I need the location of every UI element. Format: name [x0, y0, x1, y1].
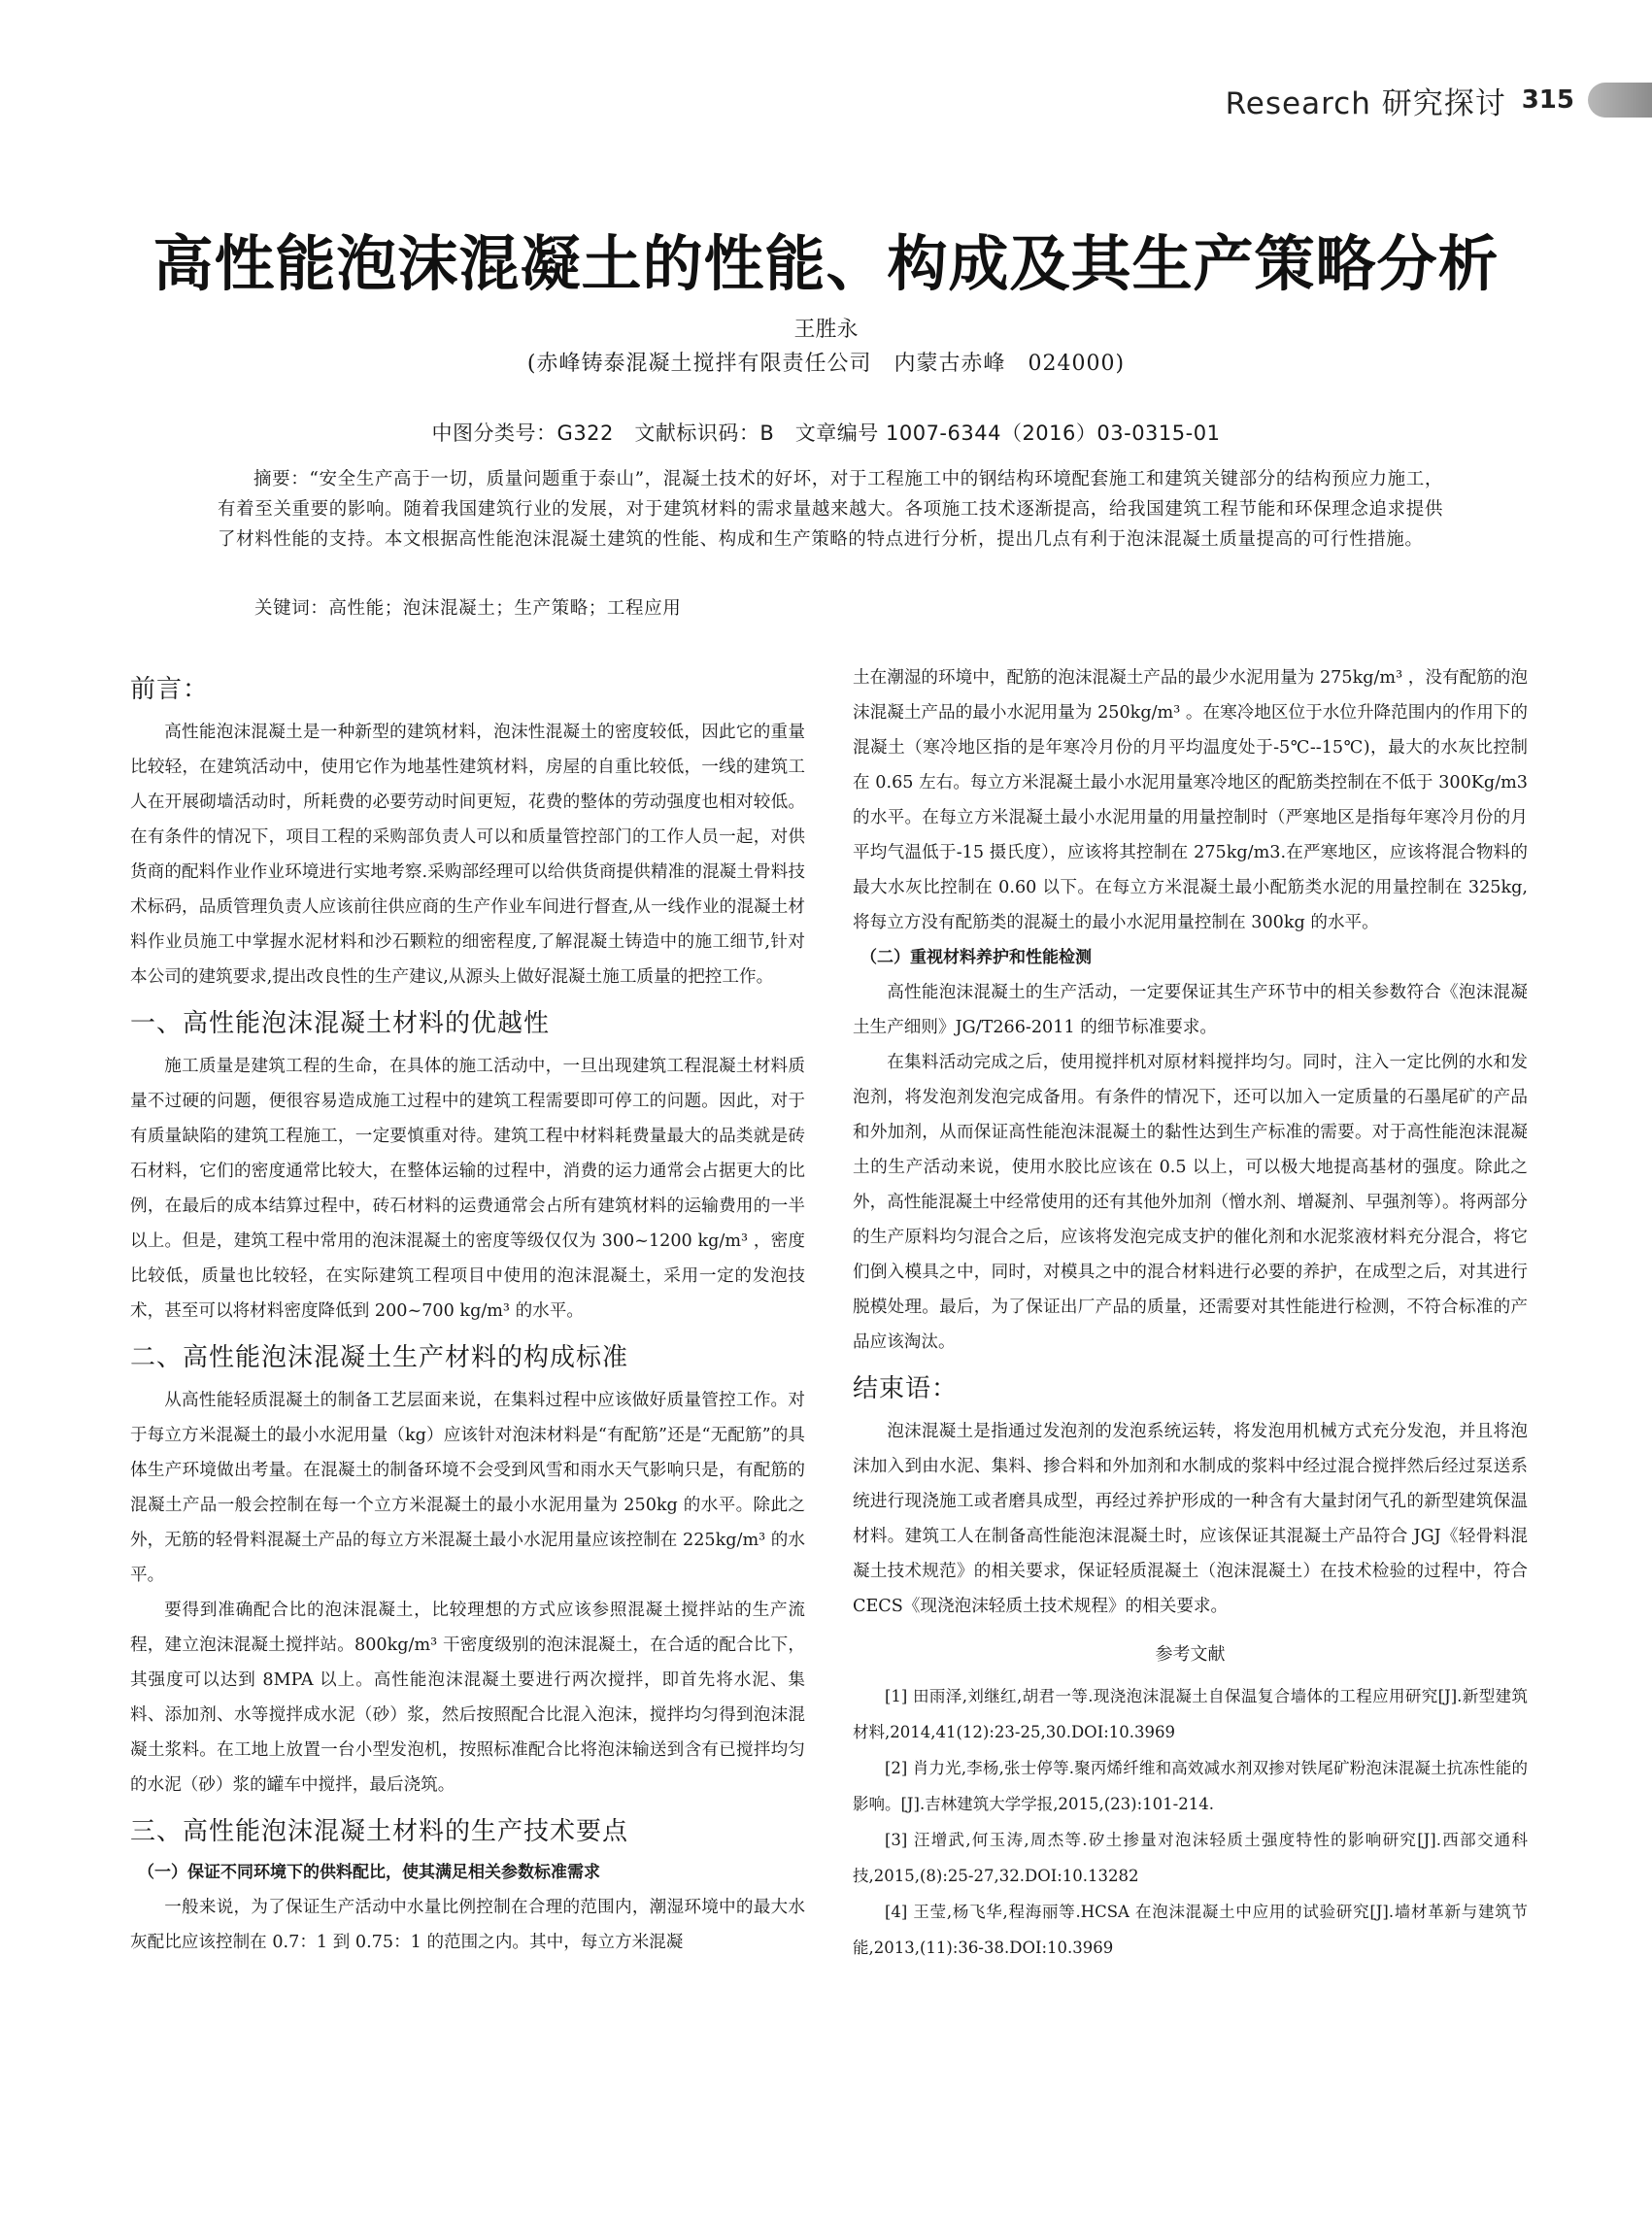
section-1-heading: 一、高性能泡沫混凝土材料的优越性: [130, 1009, 551, 1038]
article-title: 高性能泡沫混凝土的性能、构成及其生产策略分析: [152, 228, 1500, 299]
reference-item: [1] 田雨泽,刘继红,胡君一等.现浇泡沫混凝土自保温复合墙体的工程应用研究[J].新型建筑材料,2014,41(12):23-25,30.DOI:10.3969: [853, 1687, 1528, 1741]
running-header: [1226, 76, 1652, 124]
header-tab-decoration: [1588, 83, 1652, 118]
reference-item: [3] 汪增武,何玉涛,周杰等.矽土掺量对泡沫轻质土强度特性的影响研究[J].西部交通科技,2015,(8):25-27,32.DOI:10.13282: [853, 1831, 1528, 1885]
section-3-paragraph-1: 一般来说，为了保证生产活动中水量比例控制在合理的范围内，潮湿环境中的最大水灰配比应该控制在 0.7：1 到 0.75：1 的范围之内。其中，每立方米混凝: [130, 1898, 805, 1952]
preface-heading: 前言：: [130, 675, 210, 704]
classification-line: 中图分类号：G322 文献标识码：B 文章编号 1007-6344（2016）03-0315-01: [431, 422, 1221, 445]
right-column: [853, 660, 1528, 1966]
reference-item: [4] 王莹,杨飞华,程海丽等.HCSA 在泡沫混凝土中应用的试验研究[J].墙材革新与建筑节能,2013,(11):36-38.DOI:10.3969: [853, 1903, 1528, 1957]
left-column: [130, 660, 805, 1960]
section-3-subheading-2: （二）重视材料养护和性能检测: [860, 948, 1092, 967]
section-2-paragraph-2: 要得到准确配合比的泡沫混凝土，比较理想的方式应该参照混凝土搅拌站的生产流程，建立泡沫混凝土搅拌站。800kg/m³ 干密度级别的泡沫混凝土，在合适的配合比下，其强度可以达到 8MPA 以上。高性能泡沫混凝土要进行两次搅拌，即首先将水泥、集料、添加剂、水等搅拌成水泥（砂）浆，然后按照配合比混入泡沫，搅拌均匀得到泡沫混凝土浆料。在工地上放置一台小型发泡机，按照标准配合比将泡沫输送到含有已搅拌均匀的水泥（砂）浆的罐车中搅拌，最后浇筑。: [130, 1601, 805, 1795]
section-2-paragraph-1: 从高性能轻质混凝土的制备工艺层面来说，在集料过程中应该做好质量管控工作。对于每立方米混凝土的最小水泥用量（kg）应该针对泡沫材料是“有配筋”还是“无配筋”的具体生产环境做出考量。在混凝土的制备环境不会受到风雪和雨水天气影响只是，有配筋的混凝土产品一般会控制在每一个立方米混凝土的最小水泥用量为 250kg 的水平。除此之外，无筋的轻骨料混凝土产品的每立方米混凝土最小水泥用量应该控制在 225kg/m³ 的水平。: [130, 1391, 805, 1585]
section-2-heading: 二、高性能泡沫混凝土生产材料的构成标准: [130, 1343, 629, 1372]
conclusion-heading: 结束语：: [853, 1374, 959, 1403]
affiliation: (赤峰铸泰混凝土搅拌有限责任公司 内蒙古赤峰 024000): [526, 352, 1126, 376]
section-3-paragraph-2: 高性能泡沫混凝土的生产活动，一定要保证其生产环节中的相关参数符合《泡沫混凝土生产细则》JG/T266-2011 的细节标准要求。: [853, 983, 1528, 1037]
references-heading: 参考文献: [1155, 1644, 1226, 1665]
page-number: 315: [1521, 85, 1574, 115]
section-3-paragraph-3: 在集料活动完成之后，使用搅拌机对原材料搅拌均匀。同时，注入一定比例的水和发泡剂，将发泡剂发泡完成备用。有条件的情况下，还可以加入一定质量的石墨尾矿的产品和外加剂，从而保证高性能泡沫混凝土的黏性达到生产标准的需要。对于高性能泡沫混凝土的生产活动来说，使用水胶比应该在 0.5 以上，可以极大地提高基材的强度。除此之外，高性能混凝土中经常使用的还有其他外加剂（憎水剂、增凝剂、早强剂等）。将两部分的生产原料均匀混合之后，应该将发泡完成支护的催化剂和水泥浆液材料充分混合，将它们倒入模具之中，同时，对模具之中的混合材料进行必要的养护，在成型之后，对其进行脱模处理。最后，为了保证出厂产品的质量，还需要对其性能进行检测，不符合标准的产品应该淘汰。: [853, 1053, 1528, 1352]
header-section: Research 研究探讨: [1225, 85, 1506, 121]
keywords: 关键词：高性能；泡沫混凝土；生产策略；工程应用: [254, 598, 682, 619]
abstract: 摘要：“安全生产高于一切，质量问题重于泰山”，混凝土技术的好坏，对于工程施工中的钢结构环境配套施工和建筑关键部分的结构预应力施工，有着至关重要的影响。随着我国建筑行业的发展，对于建筑材料的需求量越来越大。各项施工技术逐渐提高，给我国建筑工程节能和环保理念追求提供了材料性能的支持。本文根据高性能泡沫混凝土建筑的性能、构成和生产策略的特点进行分析，提出几点有利于泡沫混凝土质量提高的可行性措施。: [218, 469, 1443, 550]
section-1-paragraph: 施工质量是建筑工程的生命，在具体的施工活动中，一旦出现建筑工程混凝土材料质量不过硬的问题，便很容易造成施工过程中的建筑工程需要即可停工的问题。因此，对于有质量缺陷的建筑工程施工，一定要慎重对待。建筑工程中材料耗费量最大的品类就是砖石材料，它们的密度通常比较大，在整体运输的过程中，消费的运力通常会占据更大的比例，在最后的成本结算过程中，砖石材料的运费通常会占所有建筑材料的运输费用的一半以上。但是，建筑工程中常用的泡沫混凝土的密度等级仅仅为 300~1200 kg/m³ ，密度比较低，质量也比较轻，在实际建筑工程项目中使用的泡沫混凝土，采用一定的发泡技术，甚至可以将材料密度降低到 200~700 kg/m³ 的水平。: [130, 1057, 805, 1321]
continued-paragraph: 土在潮湿的环境中，配筋的泡沫混凝土产品的最少水泥用量为 275kg/m³ ，没有配筋的泡沫混凝土产品的最小水泥用量为 250kg/m³ 。在寒冷地区位于水位升降范围内的作用下的混凝土（寒冷地区指的是年寒冷月份的月平均温度处于-5℃--15℃)，最大的水灰比控制在 0.65 左右。每立方米混凝土最小水泥用量寒冷地区的配筋类控制在不低于 300Kg/m3 的水平。在每立方米混凝土最小水泥用量的用量控制时（严寒地区是指每年寒冷月份的月平均气温低于-15 摄氏度），应该将其控制在 275kg/m3.在严寒地区，应该将混合物料的最大水灰比控制在 0.60 以下。在每立方米混凝土最小配筋类水泥的用量控制在 325kg, 将每立方没有配筋类的混凝土的最小水泥用量控制在 300kg 的水平。: [853, 668, 1528, 932]
section-3-heading: 三、高性能泡沫混凝土材料的生产技术要点: [130, 1817, 629, 1846]
author: 王胜永: [793, 318, 859, 342]
reference-item: [2] 肖力光,李杨,张士停等.聚丙烯纤维和高效减水剂双掺对铁尾矿粉泡沫混凝土抗冻性能的影响。[J].吉林建筑大学学报,2015,(23):101-214.: [853, 1759, 1528, 1813]
preface-paragraph: 高性能泡沫混凝土是一种新型的建筑材料，泡沫性混凝土的密度较低，因此它的重量比较轻，在建筑活动中，使用它作为地基性建筑材料，房屋的自重比较低，一线的建筑工人在开展砌墙活动时，所耗费的必要劳动时间更短，花费的整体的劳动强度也相对较低。在有条件的情况下，项目工程的采购部负责人可以和质量管控部门的工作人员一起，对供货商的配料作业作业环境进行实地考察.采购部经理可以给供货商提供精准的混凝土骨料技术标码，品质管理负责人应该前往供应商的生产作业车间进行督查,从一线作业的混凝土材料作业员施工中掌握水泥材料和沙石颗粒的细密程度,了解混凝土铸造中的施工细节,针对本公司的建筑要求,提出改良性的生产建议,从源头上做好混凝土施工质量的把控工作。: [130, 723, 805, 987]
conclusion-paragraph: 泡沫混凝土是指通过发泡剂的发泡系统运转，将发泡用机械方式充分发泡，并且将泡沫加入到由水泥、集料、掺合料和外加剂和水制成的浆料中经过混合搅拌然后经过泵送系统进行现浇施工或者磨具成型，再经过养护形成的一种含有大量封闭气孔的新型建筑保温材料。建筑工人在制备高性能泡沫混凝土时，应该保证其混凝土产品符合 JGJ《轻骨料混凝土技术规范》的相关要求，保证轻质混凝土（泡沫混凝土）在技术检验的过程中，符合 CECS《现浇泡沫轻质土技术规程》的相关要求。: [853, 1422, 1528, 1616]
section-3-subheading-1: （一）保证不同环境下的供料配比，使其满足相关参数标准需求: [138, 1863, 600, 1882]
